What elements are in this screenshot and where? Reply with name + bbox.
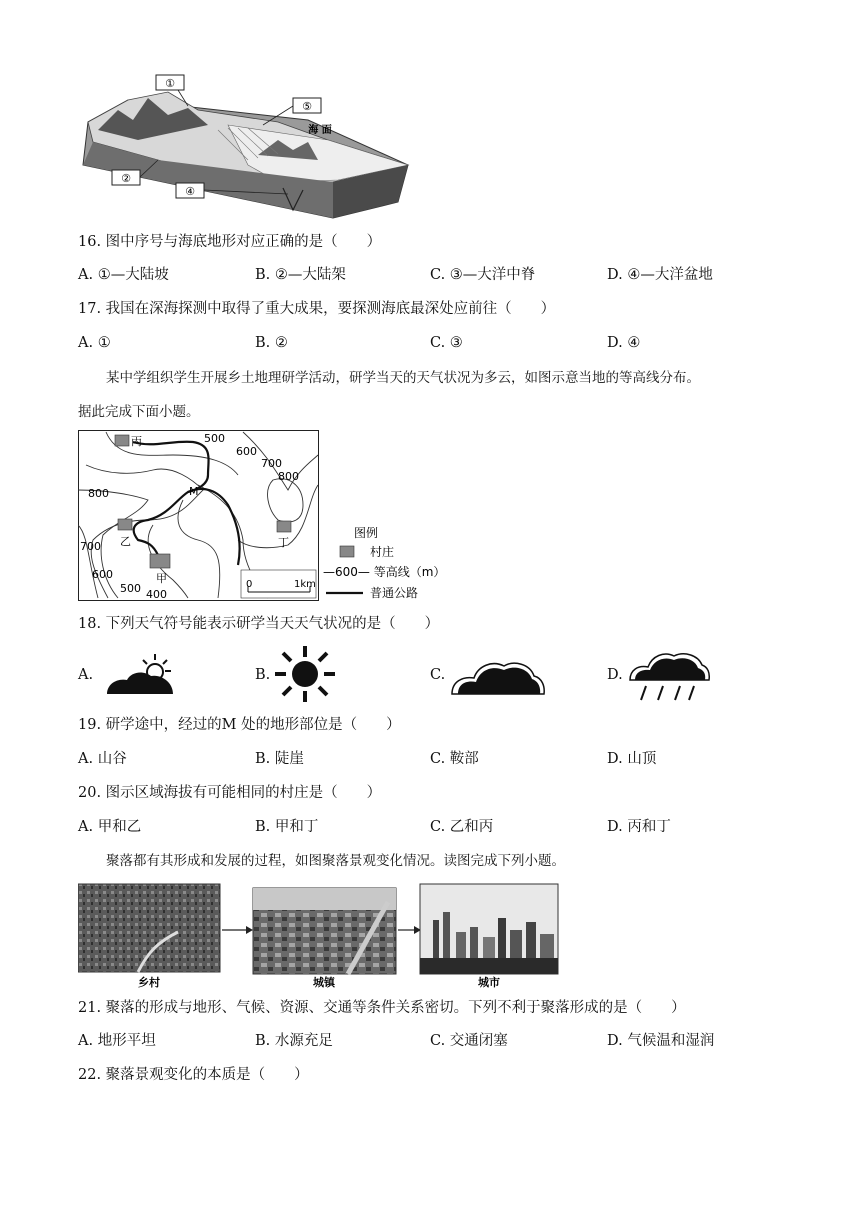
cloudy-icon[interactable] xyxy=(450,656,546,696)
question-20-stem: 20. 图示区域海拔有可能相同的村庄是（ ） xyxy=(78,785,382,801)
contour-label-700-left: 700 xyxy=(80,540,101,553)
question-16-stem: 16. 图中序号与海底地形对应正确的是（ ） xyxy=(78,234,382,250)
q18-option-c-letter[interactable]: C. xyxy=(430,667,446,683)
contour-intro-paragraph xyxy=(78,368,798,422)
seabed-label-1: ① xyxy=(165,77,175,90)
legend-contour: —600— 等高线（m） xyxy=(323,565,446,579)
legend-road: 普通公路 xyxy=(370,586,419,600)
seabed-label-4: ④ xyxy=(185,185,195,198)
question-22-stem: 22. 聚落景观变化的本质是（ ） xyxy=(78,1067,309,1083)
contour-label-600-left: 600 xyxy=(92,568,113,581)
partly-cloudy-icon[interactable] xyxy=(105,652,177,696)
contour-map xyxy=(78,430,458,602)
scale-end: 1km xyxy=(294,579,316,590)
rain-icon[interactable] xyxy=(628,648,710,702)
contour-intro-line-2: 据此完成下面小题。 xyxy=(78,404,200,420)
question-19-stem: 19. 研学途中，经过的M 处的地形部位是（ ） xyxy=(78,717,401,733)
settlement-intro-paragraph xyxy=(78,851,798,871)
village-bing: 丙 xyxy=(131,435,142,448)
q20-option-a[interactable]: A. 甲和乙 xyxy=(78,819,142,835)
legend-title: 图例 xyxy=(354,526,379,540)
scale-bar xyxy=(241,570,316,598)
q19-option-d[interactable]: D. 山顶 xyxy=(607,751,657,767)
village-ding: 丁 xyxy=(278,536,289,549)
contour-label-500-top: 500 xyxy=(204,432,225,445)
question-18-stem: 18. 下列天气符号能表示研学当天天气状况的是（ ） xyxy=(78,616,440,632)
q19-option-b[interactable]: B. 陡崖 xyxy=(255,751,304,767)
contour-label-800-right: 800 xyxy=(278,470,299,483)
village-photo xyxy=(78,884,220,972)
q16-option-c[interactable]: C. ③—大洋中脊 xyxy=(430,267,536,283)
q21-option-d[interactable]: D. 气候温和湿润 xyxy=(607,1033,715,1049)
q20-option-c[interactable]: C. 乙和丙 xyxy=(430,819,494,835)
contour-intro-line-1: 某中学组织学生开展乡土地理研学活动，研学当天的天气状况为多云，如图示意当地的等高线分布。 xyxy=(106,370,700,386)
q19-option-c[interactable]: C. 鞍部 xyxy=(430,751,479,767)
sunny-icon[interactable] xyxy=(274,645,336,703)
q21-option-c[interactable]: C. 交通闭塞 xyxy=(430,1033,508,1049)
caption-town: 城镇 xyxy=(313,976,335,988)
question-17-stem: 17. 我国在深海探测中取得了重大成果，要探测海底最深处应前往（ ） xyxy=(78,301,556,317)
contour-label-400-bottom: 400 xyxy=(146,588,167,601)
caption-village: 乡村 xyxy=(138,976,160,988)
question-21-stem: 21. 聚落的形成与地形、气候、资源、交通等条件关系密切。下列不利于聚落形成的是（ ） xyxy=(78,1000,686,1016)
q18-option-b-letter[interactable]: B. xyxy=(255,667,271,683)
contour-label-500-bottom: 500 xyxy=(120,582,141,595)
seabed-label-5: ⑤ xyxy=(302,100,312,113)
q18-option-d-letter[interactable]: D. xyxy=(607,667,623,683)
q21-option-b[interactable]: B. 水源充足 xyxy=(255,1033,333,1049)
q20-option-b[interactable]: B. 甲和丁 xyxy=(255,819,319,835)
city-photo xyxy=(420,884,558,974)
q21-option-a[interactable]: A. 地形平坦 xyxy=(78,1033,156,1049)
q19-option-a[interactable]: A. 山谷 xyxy=(78,751,127,767)
point-m-label: M xyxy=(189,485,199,498)
q17-option-c[interactable]: C. ③ xyxy=(430,335,463,351)
contour-label-800-left: 800 xyxy=(88,487,109,500)
caption-city: 城市 xyxy=(478,976,500,988)
q17-option-a[interactable]: A. ① xyxy=(78,335,111,351)
settlement-intro-line-1: 聚落都有其形成和发展的过程，如图聚落景观变化情况。读图完成下列小题。 xyxy=(106,853,565,869)
q20-option-d[interactable]: D. 丙和丁 xyxy=(607,819,671,835)
q18-option-a-letter[interactable]: A. xyxy=(78,667,94,683)
seabed-label-2: ② xyxy=(121,172,131,185)
q17-option-b[interactable]: B. ② xyxy=(255,335,288,351)
seabed-block-diagram xyxy=(78,70,413,220)
settlement-evolution-figure xyxy=(78,882,560,988)
sea-surface-label: 海 面 xyxy=(308,125,332,136)
scale-start: 0 xyxy=(246,579,253,590)
town-photo xyxy=(253,888,396,974)
village-yi: 乙 xyxy=(120,535,131,548)
q16-option-b[interactable]: B. ②—大陆架 xyxy=(255,267,346,283)
village-jia: 甲 xyxy=(156,572,167,585)
q16-option-a[interactable]: A. ①—大陆坡 xyxy=(78,267,169,283)
legend-village: 村庄 xyxy=(370,545,395,559)
contour-label-600-top: 600 xyxy=(236,445,257,458)
q17-option-d[interactable]: D. ④ xyxy=(607,335,641,351)
q16-option-d[interactable]: D. ④—大洋盆地 xyxy=(607,267,713,283)
contour-label-700-right: 700 xyxy=(261,457,282,470)
map-legend xyxy=(323,525,445,600)
